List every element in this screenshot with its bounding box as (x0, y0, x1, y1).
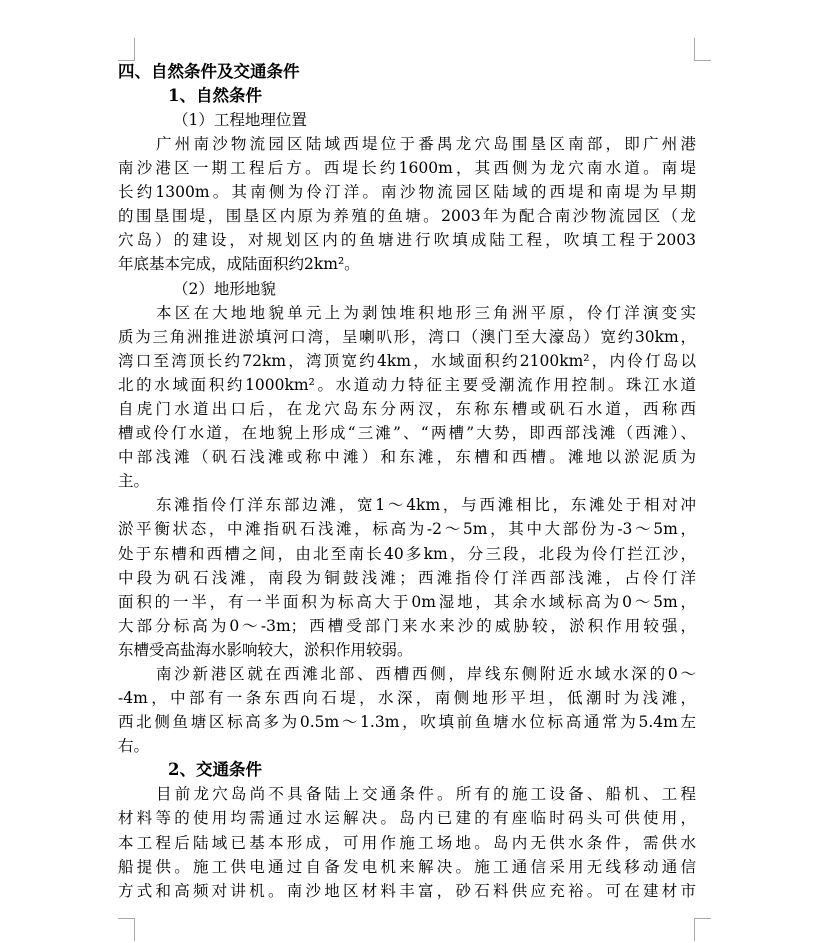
paragraph-line: 中部浅滩（矾石浅滩或称中滩）和东滩，东槽和西槽。滩地以淤泥质为 (118, 448, 696, 467)
section-heading-4: 四、自然条件及交通条件 (118, 62, 300, 81)
paragraph-line: 方式和高频对讲机。南沙地区材料丰富，砂石料供应充裕。可在建材市 (118, 881, 696, 900)
paragraph-line: 西北侧鱼塘区标高多为0.5m～1.3m，吹填前鱼塘水位标高通常为5.4m左 (118, 713, 696, 732)
paragraph-line: 南沙港区一期工程后方。西堤长约1600m，其西侧为龙穴南水道。南堤 (118, 159, 696, 178)
subheading-terrain: （2）地形地貌 (173, 279, 276, 298)
paragraph-line: 材料等的使用均需通过水运解决。岛内已建的有座临时码头可供使用， (118, 809, 696, 828)
paragraph-line: 本工程后陆域已基本形成，可用作施工场地。岛内无供水条件，需供水 (118, 833, 696, 852)
paragraph-line: 广州南沙物流园区陆域西堤位于番禺龙穴岛围垦区南部，即广州港 (156, 135, 696, 153)
paragraph-line: 年底基本完成，成陆面积约2km²。 (118, 255, 360, 274)
paragraph-line: 长约1300m。其南侧为伶汀洋。南沙物流园区陆域的西堤和南堤为早期 (118, 183, 696, 202)
paragraph-line: 中段为矾石浅滩，南段为铜鼓浅滩；西滩指伶仃洋西部浅滩，占伶仃洋 (118, 568, 696, 587)
paragraph-line: 湾口至湾顶长约72km，湾顶宽约4km，水域面积约2100km²，内伶仃岛以 (118, 351, 696, 370)
paragraph-line: 本区在大地地貌单元上为剥蚀堆积地形三角洲平原，伶仃洋演变实 (156, 303, 696, 322)
paragraph-line: 质为三角洲推进淤填河口湾，呈喇叭形，湾口（澳门至大濠岛）宽约30km， (118, 327, 696, 346)
paragraph-line: 南沙新港区就在西滩北部、西槽西侧，岸线东侧附近水域水深的0～ (156, 664, 696, 683)
subsection-heading-transport: 2、交通条件 (168, 760, 262, 780)
subheading-location: （1）工程地理位置 (173, 111, 307, 129)
paragraph-line: -4m，中部有一条东西向石堤，水深，南侧地形平坦，低潮时为浅滩， (118, 689, 696, 708)
paragraph-line: 淤平衡状态，中滩指矾石浅滩，标高为-2～5m，其中大部份为-3～5m， (118, 520, 696, 539)
paragraph-line: 穴岛）的建设，对规划区内的鱼塘进行吹填成陆工程，吹填工程于2003 (118, 231, 696, 250)
paragraph-line: 大部分标高为0～-3m；西槽受部门来水来沙的威胁较，淤积作用较强， (118, 616, 696, 635)
paragraph-line: 目前龙穴岛尚不具备陆上交通条件。所有的施工设备、船机、工程 (156, 785, 696, 804)
paragraph-line: 的围垦围堤，围垦区内原为养殖的鱼塘。2003年为配合南沙物流园区（龙 (118, 207, 696, 226)
document-body (118, 60, 696, 903)
paragraph-line: 东滩指伶仃洋东部边滩，宽1～4km，与西滩相比，东滩处于相对冲 (156, 496, 696, 515)
paragraph-terrain (118, 301, 696, 494)
subsection-heading-natural: 1、自然条件 (168, 86, 262, 105)
margin-mark-bottom-right (694, 918, 711, 941)
paragraph-line: 右。 (118, 737, 150, 756)
paragraph-nansha-port (118, 662, 696, 758)
paragraph-line: 面积的一半，有一半面积为标高大于0m湿地，其余水域标高为0～5m， (118, 592, 696, 611)
paragraph-line: 北的水域面积约1000km²。水道动力特征主要受潮流作用控制。珠江水道 (118, 375, 696, 394)
margin-mark-bottom-left (118, 918, 135, 941)
margin-mark-top-left (118, 38, 135, 61)
margin-mark-top-right (694, 38, 711, 61)
paragraph-line: 东槽受高盐海水影响较大，淤积作用较弱。 (118, 640, 413, 659)
paragraph-line: 槽或伶仃水道，在地貌上形成“三滩”、“两槽”大势，即西部浅滩（西滩）、 (118, 424, 696, 443)
paragraph-line: 主。 (118, 472, 150, 491)
paragraph-shoals (118, 493, 696, 662)
paragraph-line: 船提供。施工供电通过自备发电机来解决。施工通信采用无线移动通信 (118, 857, 696, 876)
paragraph-location (118, 132, 696, 277)
paragraph-line: 处于东槽和西槽之间，由北至南长40多km，分三段，北段为伶仃拦江沙， (118, 544, 696, 563)
paragraph-line: 自虎门水道出口后，在龙穴岛东分两汊，东称东槽或矾石水道，西称西 (118, 399, 696, 418)
paragraph-transport (118, 782, 696, 902)
